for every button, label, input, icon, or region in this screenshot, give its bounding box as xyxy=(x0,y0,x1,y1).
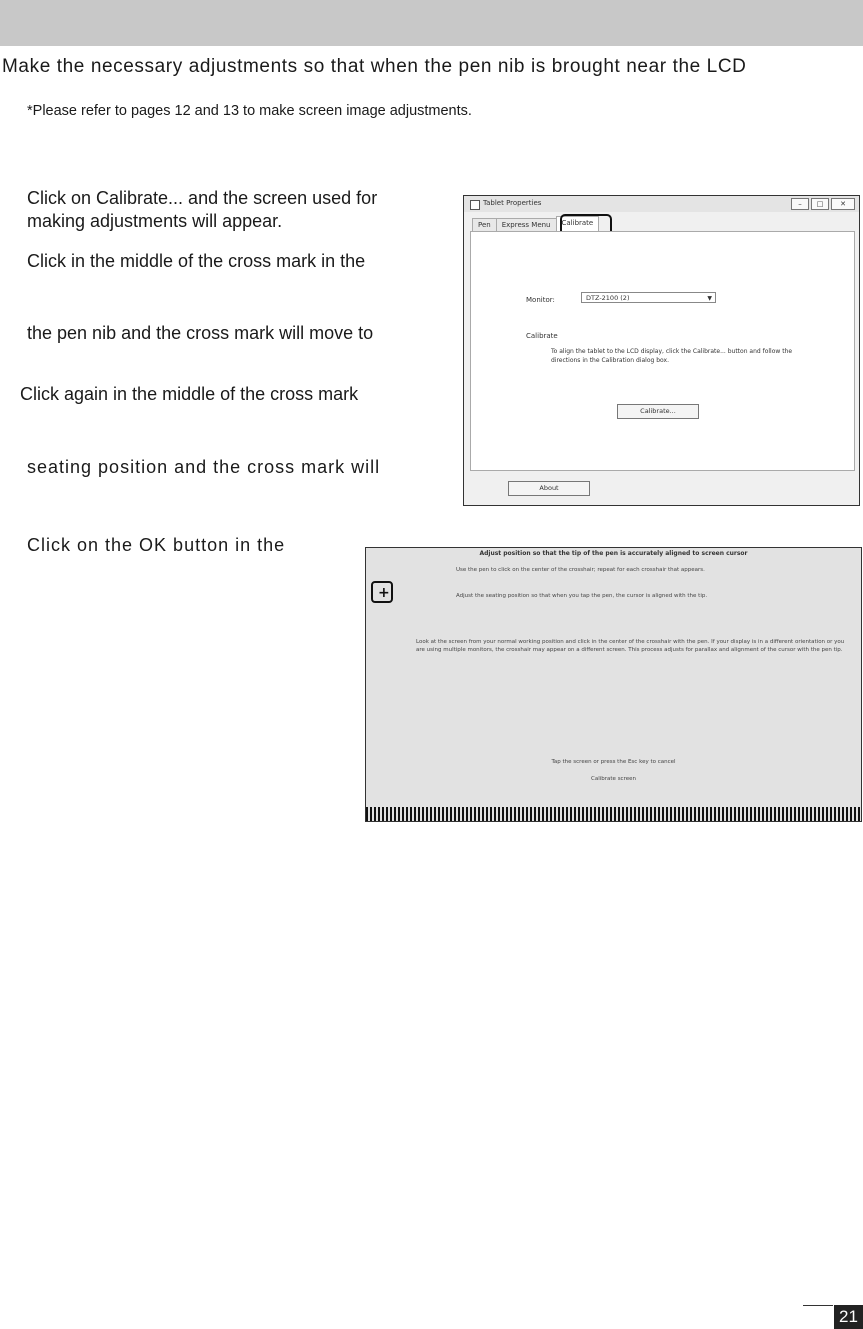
step-1-line-1: Click on Calibrate... and the screen used for xyxy=(27,188,378,208)
about-button[interactable]: About xyxy=(508,481,590,496)
crosshair-icon: + xyxy=(378,585,390,601)
monitor-select[interactable] xyxy=(581,292,716,303)
tablet-properties-screenshot xyxy=(463,195,860,506)
calibration-instruction-2: Adjust the seating position so that when you tap the pen, the cursor is aligned with the tip. xyxy=(456,593,708,599)
header-bar xyxy=(0,0,863,46)
calibrate-button[interactable]: Calibrate... xyxy=(617,404,699,419)
page-number: 21 xyxy=(834,1305,863,1329)
tab-calibrate[interactable]: Calibrate xyxy=(556,216,600,231)
dialog-title: Tablet Properties xyxy=(483,199,542,207)
calibrate-description: To align the tablet to the LCD display, click the Calibrate... button and follow the directions in the Calibration dialog box. xyxy=(551,348,793,364)
step-3-text: the pen nib and the cross mark will move to xyxy=(27,323,374,343)
maximize-button[interactable]: □ xyxy=(811,198,829,210)
step-6-text: Click on the OK button in the xyxy=(27,535,286,555)
calibration-footer-2: Calibrate screen xyxy=(591,776,636,782)
calibration-screenshot xyxy=(365,547,862,822)
dialog-title-bar xyxy=(464,196,859,212)
tab-express-menu[interactable]: Express Menu xyxy=(496,218,557,231)
tab-pen[interactable]: Pen xyxy=(472,218,497,231)
calibration-footer-1: Tap the screen or press the Esc key to cancel xyxy=(551,759,676,765)
page-number-rule xyxy=(803,1305,833,1306)
step-5-text: seating position and the cross mark will xyxy=(27,457,381,477)
step-4-text: Click again in the middle of the cross mark xyxy=(20,384,359,404)
crosshair-highlight[interactable] xyxy=(371,581,393,603)
dropdown-arrow-icon: ▼ xyxy=(707,295,712,302)
calibrate-panel xyxy=(470,231,855,471)
monitor-value: DTZ-2100 (2) xyxy=(586,294,630,302)
reference-note: *Please refer to pages 12 and 13 to make screen image adjustments. xyxy=(27,103,472,119)
calibrate-group-label: Calibrate xyxy=(526,332,558,340)
calibration-instruction-1: Use the pen to click on the center of the crosshair; repeat for each crosshair that appears. xyxy=(456,567,705,573)
step-2-text: Click in the middle of the cross mark in the xyxy=(27,251,366,271)
monitor-label: Monitor: xyxy=(526,296,555,304)
screen-edge-stripes xyxy=(366,807,861,821)
intro-text: Make the necessary adjustments so that when the pen nib is brought near the LCD xyxy=(2,56,747,77)
close-button[interactable]: ✕ xyxy=(831,198,855,210)
calibration-instruction-3: Look at the screen from your normal working position and click in the center of the crosshair with the pen. If your display is in a different orientation or you are using multiple monitors, the crosshair may appear on a different screen. This process adjusts for parallax and alignment of the cursor with the pen tip. xyxy=(416,639,845,653)
step-1-line-2: making adjustments will appear. xyxy=(27,211,283,231)
minimize-button[interactable]: – xyxy=(791,198,809,210)
calibration-heading: Adjust position so that the tip of the pen is accurately aligned to screen cursor xyxy=(479,550,748,557)
window-icon xyxy=(470,200,480,210)
